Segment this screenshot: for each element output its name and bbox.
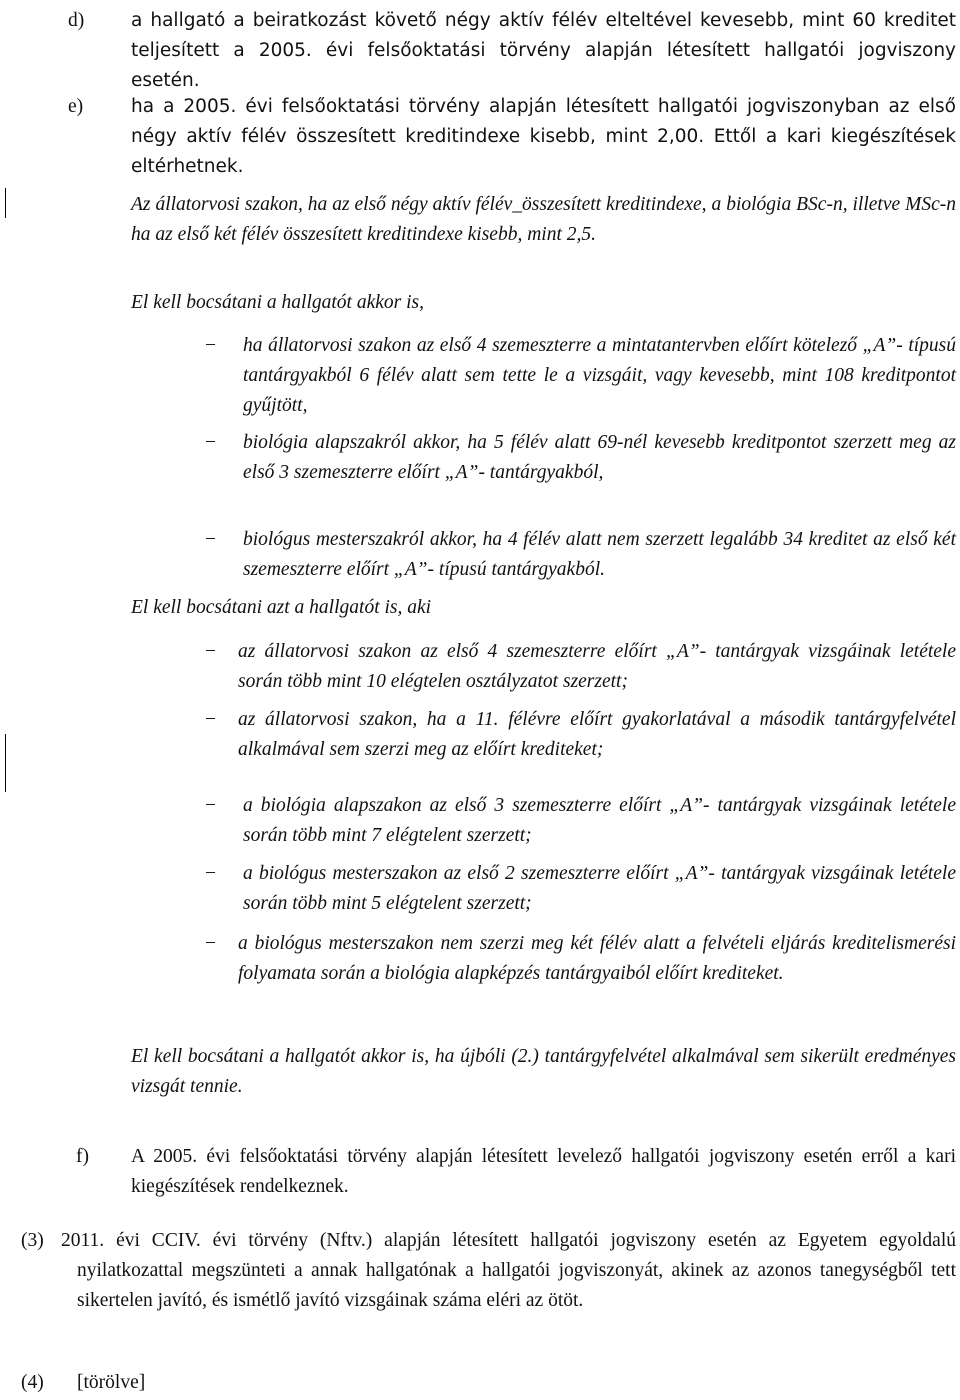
section-4-text: [törölve]	[77, 1372, 146, 1393]
dismiss-who-bullet: a biológia alapszakon az első 3 szemeszterre előírt „A”- tantárgyak vizsgáinak letétele során több mint 7 elégtelent szerzett;	[243, 795, 956, 846]
dismiss-when-bullet: ha állatorvosi szakon az első 4 szemeszterre a mintatantervben előírt kötelező „A”- típusú tantárgyakból 6 félév alatt sem tette le a vizsgáit, vagy kevesebb, mint 108 kreditpontot gyűjtött,	[243, 335, 956, 416]
section-marker-3: (3)	[21, 1230, 44, 1251]
bullet-dash: −	[205, 335, 216, 356]
list-marker-e: e)	[68, 96, 84, 117]
dismiss-when-heading: El kell bocsátani a hallgatót akkor is,	[131, 292, 425, 313]
bullet-dash: −	[205, 432, 216, 453]
revision-bar	[5, 734, 6, 792]
dismiss-who-bullet: a biológus mesterszakon az első 2 szemeszterre előírt „A”- tantárgyak vizsgáinak letétele során több mint 5 elégtelent szerzett;	[243, 863, 956, 914]
bullet-dash: −	[205, 641, 216, 662]
list-marker-d: d)	[68, 10, 85, 31]
list-marker-f: f)	[76, 1146, 89, 1167]
item-d-text: a hallgató a beiratkozást követő négy aktív félév elteltével kevesebb, mint 60 kreditet teljesített a 2005. évi felsőoktatási törvény alapján létesített hallgatói jogviszony esetén.	[131, 10, 956, 91]
section-marker-4: (4)	[21, 1372, 44, 1393]
dismiss-who-bullet: az állatorvosi szakon, ha a 11. félévre előírt gyakorlatával a második tantárgyfelvétel alkalmával sem szerzi meg az előírt krediteket;	[238, 709, 956, 760]
item-f-text: A 2005. évi felsőoktatási törvény alapján létesített levelező hallgatói jogviszony esetén erről a kari kiegészítések rendelkeznek.	[131, 1146, 956, 1197]
dismiss-when-bullet: biológia alapszakról akkor, ha 5 félév alatt 69-nél kevesebb kreditpontot szerzett meg az első 3 szemeszterre előírt „A”- tantárgyakból,	[243, 432, 956, 483]
dismiss-who-bullet: az állatorvosi szakon az első 4 szemeszterre előírt „A”- tantárgyak vizsgáinak letétele során több mint 10 elégtelen osztályzatot szerzett;	[238, 641, 956, 692]
bullet-dash: −	[205, 709, 216, 730]
repeat-course-paragraph: El kell bocsátani a hallgatót akkor is, ha újbóli (2.) tantárgyfelvétel alkalmával sem sikerült eredményes vizsgát tennie.	[131, 1046, 956, 1097]
item-e-text: ha a 2005. évi felsőoktatási törvény alapján létesített hallgatói jogviszonyban az első négy aktív félév összesített kreditindexe kisebb, mint 2,00. Ettől a kari kiegészítések eltérhetnek.	[131, 96, 956, 177]
bullet-dash: −	[205, 795, 216, 816]
section-3-text: 2011. évi CCIV. évi törvény (Nftv.) alapján létesített hallgatói jogviszony esetén az Egyetem egyoldalú nyilatkozattal megszünteti a annak hallgatónak a hallgatói jogviszonyát, akinek az azonos tanegységből tett sikertelen javító, és ismétlő javító vizsgáinak száma eléri az ötöt.	[61, 1230, 956, 1311]
bullet-dash: −	[205, 933, 216, 954]
dismiss-who-bullet: a biológus mesterszakon nem szerzi meg két félév alatt a felvételi eljárás kreditelismerési folyamata során a biológia alapképzés tantárgyaiból előírt krediteket.	[238, 933, 956, 984]
bullet-dash: −	[205, 863, 216, 884]
dismiss-who-heading: El kell bocsátani azt a hallgatót is, aki	[131, 597, 432, 618]
revision-bar	[5, 188, 6, 218]
dismiss-when-bullet: biológus mesterszakról akkor, ha 4 félév alatt nem szerzett legalább 34 kreditet az első két szemeszterre előírt „A”- típusú tantárgyakból.	[243, 529, 956, 580]
vet-biology-paragraph: Az állatorvosi szakon, ha az első négy aktív félév_összesített kreditindexe, a biológia BSc-n, illetve MSc-n ha az első két félév összesített kreditindexe kisebb, mint 2,5.	[131, 194, 956, 245]
bullet-dash: −	[205, 529, 216, 550]
